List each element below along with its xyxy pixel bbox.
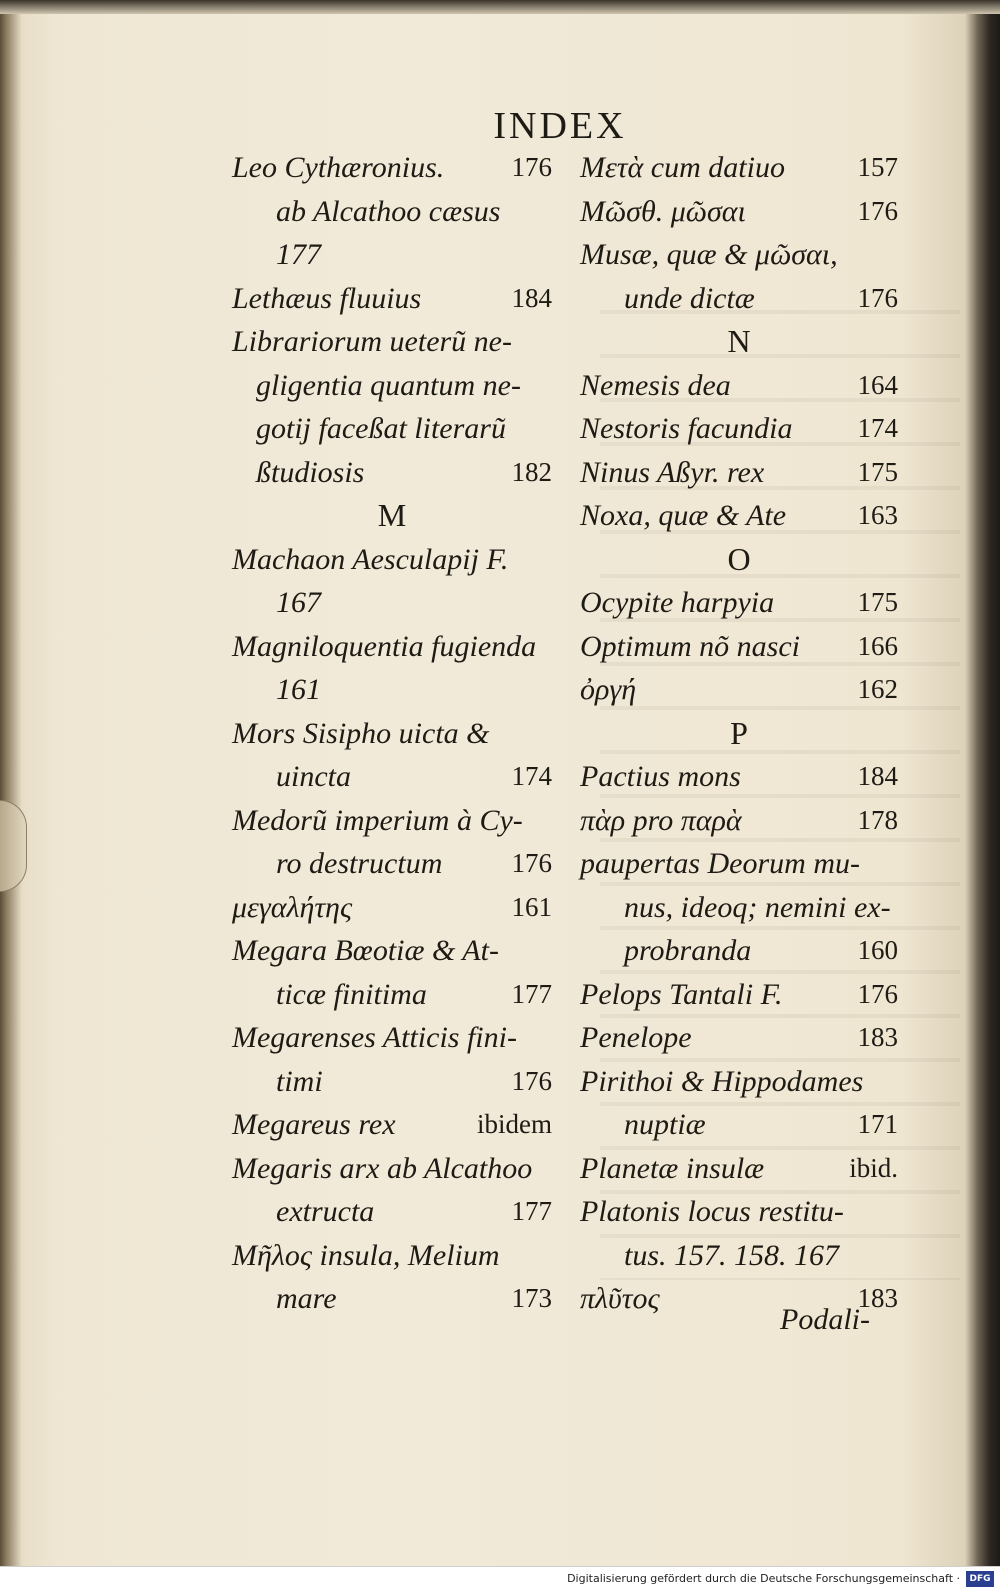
- index-entry: [232, 277, 552, 321]
- index-entry-text: ro destructum: [276, 847, 443, 880]
- digitization-footer: [0, 1566, 1000, 1593]
- index-entry-text: Megaris arx ab Alcathoo: [232, 1151, 533, 1185]
- index-entry: [580, 842, 898, 886]
- index-entry: [232, 1234, 552, 1278]
- index-page-number: 176: [857, 195, 898, 226]
- index-entry: [232, 1147, 552, 1191]
- index-entry: [232, 407, 552, 451]
- index-entry: [232, 929, 552, 973]
- index-page-number: 164: [857, 369, 898, 400]
- index-entry: [580, 1190, 898, 1234]
- index-page-number: 176: [857, 978, 898, 1009]
- index-entry-text: Μετὰ cum datiuo: [580, 151, 785, 184]
- index-entry: [232, 320, 552, 364]
- index-entry: [232, 1103, 552, 1147]
- index-page-number: 173: [511, 1283, 552, 1313]
- index-entry-text: nuptiæ: [624, 1108, 706, 1141]
- index-entry-text: Optimum nõ nasci: [580, 629, 800, 663]
- index-entry: [580, 146, 898, 190]
- catchword: Podali-: [780, 1303, 870, 1336]
- index-entry: [232, 712, 552, 756]
- index-page-number: 184: [857, 761, 898, 791]
- index-entry-text: ßtudiosis: [256, 455, 365, 489]
- index-entry-text: unde dictæ: [624, 281, 755, 315]
- index-page-number: 178: [857, 804, 898, 835]
- index-entry-text: Nemesis dea: [580, 368, 731, 402]
- index-entry-text: ab Alcathoo cæsus: [276, 194, 501, 228]
- index-entry-text: Megara Bœotiæ & At-: [232, 934, 499, 967]
- index-entry-text: tus. 157. 158. 167: [624, 1238, 840, 1272]
- index-entry-text: Platonis locus restitu-: [580, 1195, 844, 1228]
- index-entry-text: 177: [276, 238, 321, 271]
- index-entry: [580, 364, 898, 408]
- index-entry-text: Medorũ imperium à Cy-: [232, 803, 523, 837]
- index-entry: [580, 1060, 898, 1104]
- index-entry: [580, 190, 898, 234]
- index-entry-text: probranda: [624, 934, 752, 967]
- index-entry: [580, 277, 898, 321]
- index-page-number: 157: [857, 152, 898, 182]
- index-entry: [580, 233, 898, 277]
- index-entry-text: Mors Sisipho uicta &: [232, 716, 490, 750]
- index-entry-text: timi: [276, 1064, 323, 1098]
- index-entry: [580, 625, 898, 669]
- index-page-number: 162: [857, 674, 898, 704]
- index-entry-text: Magniloquentia fugienda: [232, 629, 537, 663]
- index-page-number: 175: [857, 587, 898, 617]
- index-entry-text: μεγαλήτης: [232, 890, 353, 924]
- index-page-number: ibid.: [849, 1152, 898, 1183]
- index-entry: [232, 755, 552, 799]
- index-entry: [232, 886, 552, 930]
- index-entry-text: Ocypite harpyia: [580, 586, 775, 619]
- index-entry: [232, 538, 552, 582]
- index-entry: [232, 1190, 552, 1234]
- index-entry-text: Noxa, quæ & Ate: [580, 499, 787, 532]
- index-page-number: 183: [857, 1283, 898, 1313]
- index-entry-text: gotij faceßat literarũ: [256, 412, 506, 445]
- index-page-number: 166: [857, 630, 898, 661]
- index-page-number: 161: [511, 891, 552, 922]
- index-entry: [232, 1060, 552, 1104]
- index-page-number: 176: [511, 152, 552, 182]
- index-entry-text: Librariorum ueterũ ne-: [232, 325, 512, 358]
- index-entry: [232, 842, 552, 886]
- index-entry-text: paupertas Deorum mu-: [580, 847, 860, 880]
- index-entry: [232, 364, 552, 408]
- index-page-number: 160: [857, 935, 898, 965]
- index-column-right: [580, 146, 898, 1321]
- index-entry: [580, 451, 898, 495]
- index-entry: [232, 1016, 552, 1060]
- index-entry: [580, 799, 898, 843]
- index-entry-text: Μῆλος insula, Melium: [232, 1238, 500, 1272]
- index-entry: [580, 1103, 898, 1147]
- index-entry-text: 161: [276, 673, 321, 706]
- index-page-number: 183: [857, 1022, 898, 1052]
- index-entry-text: extructa: [276, 1195, 375, 1228]
- index-entry: [232, 1277, 552, 1321]
- index-entry: [580, 407, 898, 451]
- index-entry-text: ticæ finitima: [276, 977, 427, 1011]
- index-entry: [580, 929, 898, 973]
- index-page-number: ibidem: [477, 1109, 552, 1139]
- index-entry-text: 167: [276, 586, 321, 619]
- index-entry-text: Penelope: [580, 1021, 692, 1054]
- index-page-number: 174: [511, 761, 552, 791]
- index-entry: [232, 451, 552, 495]
- index-entry-text: Leo Cythæronius.: [232, 151, 445, 184]
- index-page-number: 177: [511, 1196, 552, 1226]
- index-entry-text: Μῶσθ. μῶσαι: [580, 194, 746, 228]
- index-entry-text: Planetæ insulæ: [580, 1151, 765, 1185]
- index-entry-text: Ninus Aßyr. rex: [580, 455, 765, 489]
- index-page-number: 174: [857, 413, 898, 443]
- index-entry: [580, 886, 898, 930]
- letter-heading: O: [727, 540, 751, 577]
- index-entry: [580, 755, 898, 799]
- index-entry: [232, 799, 552, 843]
- index-entry-text: mare: [276, 1282, 337, 1315]
- index-entry-text: Pirithoi & Hippodames: [580, 1064, 864, 1098]
- index-page-number: 176: [511, 1065, 552, 1096]
- dfg-logo: DFG: [966, 1571, 994, 1587]
- index-page-number: 176: [857, 282, 898, 313]
- index-entry-text: uincta: [276, 760, 351, 793]
- index-entry-text: nus, ideoq; nemini ex-: [624, 890, 891, 924]
- index-entry: [580, 668, 898, 712]
- index-entry-text: Megarenses Atticis fini-: [232, 1021, 517, 1054]
- index-page-number: 177: [511, 978, 552, 1009]
- index-entry-text: Pelops Tantali F.: [580, 977, 783, 1011]
- index-entry: [580, 494, 898, 538]
- letter-heading: M: [377, 497, 407, 533]
- index-entry-text: πλῦτος: [580, 1282, 660, 1315]
- index-entry-text: Machaon Aesculapij F.: [232, 542, 509, 576]
- page-heading: INDEX: [493, 105, 627, 147]
- index-entry: [580, 973, 898, 1017]
- index-entry: [232, 581, 552, 625]
- letter-heading: N: [727, 323, 751, 359]
- index-page-number: 175: [857, 456, 898, 487]
- index-page-number: 163: [857, 500, 898, 530]
- index-entry: [232, 668, 552, 712]
- index-entry-text: Musæ, quæ & μῶσαι,: [580, 238, 838, 271]
- index-entry: [232, 190, 552, 234]
- index-page-number: 182: [511, 456, 552, 487]
- footer-credit: Digitalisierung gefördert durch die Deutsche Forschungsgemeinschaft ·: [567, 1572, 960, 1585]
- letter-heading: P: [730, 714, 748, 751]
- index-column-left: [232, 146, 552, 1321]
- index-entry-text: ὀργή: [580, 673, 637, 706]
- index-entry-text: πὰρ pro παρὰ: [580, 803, 742, 837]
- index-entry-text: Megareus rex: [232, 1108, 396, 1141]
- index-entry: [232, 146, 552, 190]
- index-entry: [232, 625, 552, 669]
- index-page-number: 171: [857, 1109, 898, 1139]
- index-entry: [232, 973, 552, 1017]
- index-page-number: 176: [511, 848, 552, 878]
- index-entry: [232, 233, 552, 277]
- index-entry: [580, 1147, 898, 1191]
- index-entry-text: gligentia quantum ne-: [256, 368, 521, 402]
- index-entry: [580, 1016, 898, 1060]
- index-entry: [580, 1234, 898, 1278]
- index-page-number: 184: [511, 282, 552, 313]
- index-entry-text: Lethæus fluuius: [232, 281, 422, 315]
- index-entry-text: Nestoris facundia: [580, 412, 793, 445]
- index-entry-text: Pactius mons: [580, 760, 741, 793]
- index-entry: [580, 581, 898, 625]
